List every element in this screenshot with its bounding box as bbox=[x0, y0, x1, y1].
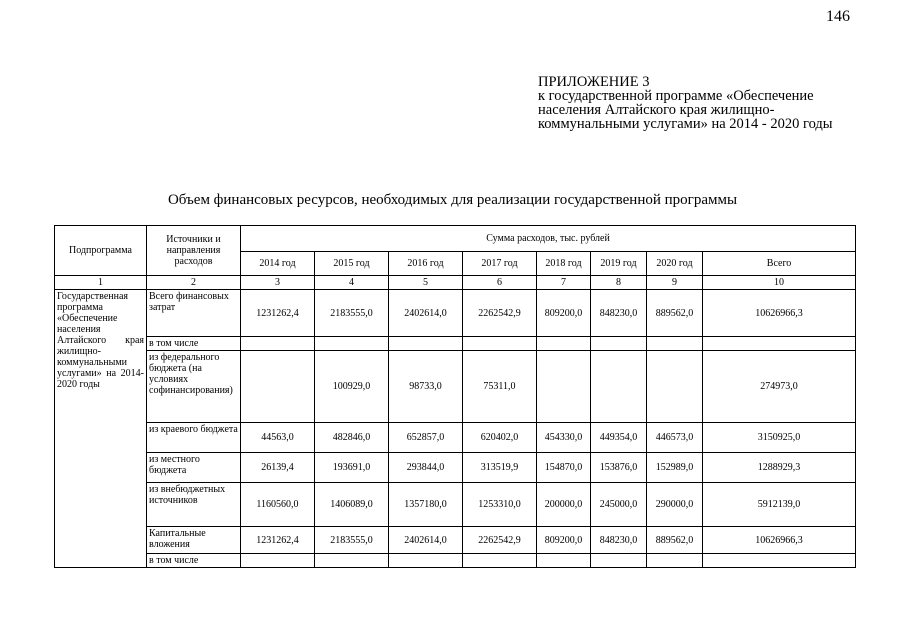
table-cell bbox=[241, 351, 315, 423]
table-cell: 313519,9 bbox=[463, 453, 537, 483]
row-label: Всего финансовых затрат bbox=[147, 290, 241, 337]
column-number: 9 bbox=[647, 276, 703, 290]
table-cell: 100929,0 bbox=[315, 351, 389, 423]
table-cell: 1357180,0 bbox=[389, 483, 463, 527]
subprogram-name: Государственная программа «Обеспечение населения Алтайского края жилищно-коммунальными услугами» на 2014-2020 годы bbox=[55, 290, 147, 568]
row-label: из федерального бюджета (на условиях софинансирования) bbox=[147, 351, 241, 423]
table-cell: 2262542,9 bbox=[463, 290, 537, 337]
page-number: 146 bbox=[826, 8, 850, 25]
table-cell: 848230,0 bbox=[591, 290, 647, 337]
table-row bbox=[55, 290, 856, 337]
table-cell bbox=[537, 337, 591, 351]
header-year: 2019 год bbox=[591, 252, 647, 276]
column-number: 3 bbox=[241, 276, 315, 290]
header-year: 2014 год bbox=[241, 252, 315, 276]
table-cell: 200000,0 bbox=[537, 483, 591, 527]
column-number: 6 bbox=[463, 276, 537, 290]
table-cell bbox=[591, 351, 647, 423]
table-cell: 2402614,0 bbox=[389, 527, 463, 554]
table-row bbox=[55, 423, 856, 453]
table-cell: 44563,0 bbox=[241, 423, 315, 453]
table-cell: 1231262,4 bbox=[241, 290, 315, 337]
table-cell: 1160560,0 bbox=[241, 483, 315, 527]
table-cell bbox=[703, 554, 856, 568]
table-cell: 620402,0 bbox=[463, 423, 537, 453]
table-cell bbox=[647, 337, 703, 351]
table-cell bbox=[647, 554, 703, 568]
table-cell: 809200,0 bbox=[537, 527, 591, 554]
column-number: 10 bbox=[703, 276, 856, 290]
table-cell bbox=[315, 554, 389, 568]
table-cell: 454330,0 bbox=[537, 423, 591, 453]
table-cell: 889562,0 bbox=[647, 290, 703, 337]
table-cell: 1253310,0 bbox=[463, 483, 537, 527]
table-cell bbox=[463, 554, 537, 568]
table-cell bbox=[463, 337, 537, 351]
table-cell bbox=[537, 554, 591, 568]
table-cell: 2402614,0 bbox=[389, 290, 463, 337]
row-label: Капитальные вложения bbox=[147, 527, 241, 554]
table-cell: 446573,0 bbox=[647, 423, 703, 453]
table-row bbox=[55, 337, 856, 351]
table-cell bbox=[241, 337, 315, 351]
row-label: из внебюджетных источников bbox=[147, 483, 241, 527]
table-cell: 848230,0 bbox=[591, 527, 647, 554]
table-cell bbox=[389, 554, 463, 568]
table-cell bbox=[315, 337, 389, 351]
table-row bbox=[55, 483, 856, 527]
table-cell bbox=[537, 351, 591, 423]
column-number: 2 bbox=[147, 276, 241, 290]
table-cell: 10626966,3 bbox=[703, 527, 856, 554]
table-cell: 154870,0 bbox=[537, 453, 591, 483]
appendix-subtitle: к государственной программе «Обеспечение населения Алтайского края жилищно-коммунальными услугами» на 2014 - 2020 годы bbox=[538, 88, 833, 132]
row-label: в том числе bbox=[147, 337, 241, 351]
table-cell: 10626966,3 bbox=[703, 290, 856, 337]
table-cell: 153876,0 bbox=[591, 453, 647, 483]
table-cell: 889562,0 bbox=[647, 527, 703, 554]
table-cell bbox=[241, 554, 315, 568]
header-subprogram: Подпрограмма bbox=[55, 226, 147, 276]
table-cell: 3150925,0 bbox=[703, 423, 856, 453]
header-total: Всего bbox=[703, 252, 856, 276]
header-sum: Сумма расходов, тыс. рублей bbox=[241, 226, 856, 252]
table-cell: 193691,0 bbox=[315, 453, 389, 483]
table-cell: 1288929,3 bbox=[703, 453, 856, 483]
table-cell bbox=[591, 337, 647, 351]
header-year: 2017 год bbox=[463, 252, 537, 276]
table-cell: 1406089,0 bbox=[315, 483, 389, 527]
table-row bbox=[55, 554, 856, 568]
appendix-title: ПРИЛОЖЕНИЕ 3 bbox=[538, 74, 650, 90]
table-cell: 652857,0 bbox=[389, 423, 463, 453]
row-label: в том числе bbox=[147, 554, 241, 568]
header-year: 2016 год bbox=[389, 252, 463, 276]
row-label: из краевого бюджета bbox=[147, 423, 241, 453]
table-row bbox=[55, 527, 856, 554]
table-cell: 2262542,9 bbox=[463, 527, 537, 554]
column-number: 5 bbox=[389, 276, 463, 290]
document-title: Объем финансовых ресурсов, необходимых для реализации государственной программы bbox=[167, 192, 738, 208]
appendix-header bbox=[538, 75, 868, 131]
table-cell: 26139,4 bbox=[241, 453, 315, 483]
table-cell bbox=[389, 337, 463, 351]
table-cell: 2183555,0 bbox=[315, 290, 389, 337]
table-cell: 2183555,0 bbox=[315, 527, 389, 554]
header-year: 2018 год bbox=[537, 252, 591, 276]
table-cell bbox=[703, 337, 856, 351]
column-number: 1 bbox=[55, 276, 147, 290]
table-cell: 449354,0 bbox=[591, 423, 647, 453]
table-row bbox=[55, 453, 856, 483]
column-number: 8 bbox=[591, 276, 647, 290]
table-cell: 75311,0 bbox=[463, 351, 537, 423]
table-cell: 1231262,4 bbox=[241, 527, 315, 554]
header-year: 2020 год bbox=[647, 252, 703, 276]
table-cell bbox=[591, 554, 647, 568]
column-number: 7 bbox=[537, 276, 591, 290]
table-cell: 293844,0 bbox=[389, 453, 463, 483]
table-cell: 809200,0 bbox=[537, 290, 591, 337]
finance-table bbox=[54, 225, 856, 568]
table-cell: 482846,0 bbox=[315, 423, 389, 453]
header-sources: Источники и направления расходов bbox=[147, 226, 241, 276]
table-cell: 98733,0 bbox=[389, 351, 463, 423]
row-label: из местного бюджета bbox=[147, 453, 241, 483]
column-number: 4 bbox=[315, 276, 389, 290]
table-cell: 274973,0 bbox=[703, 351, 856, 423]
table-cell: 245000,0 bbox=[591, 483, 647, 527]
table-cell: 5912139,0 bbox=[703, 483, 856, 527]
table-cell bbox=[647, 351, 703, 423]
header-year: 2015 год bbox=[315, 252, 389, 276]
table-cell: 290000,0 bbox=[647, 483, 703, 527]
table-row bbox=[55, 351, 856, 423]
table-cell: 152989,0 bbox=[647, 453, 703, 483]
